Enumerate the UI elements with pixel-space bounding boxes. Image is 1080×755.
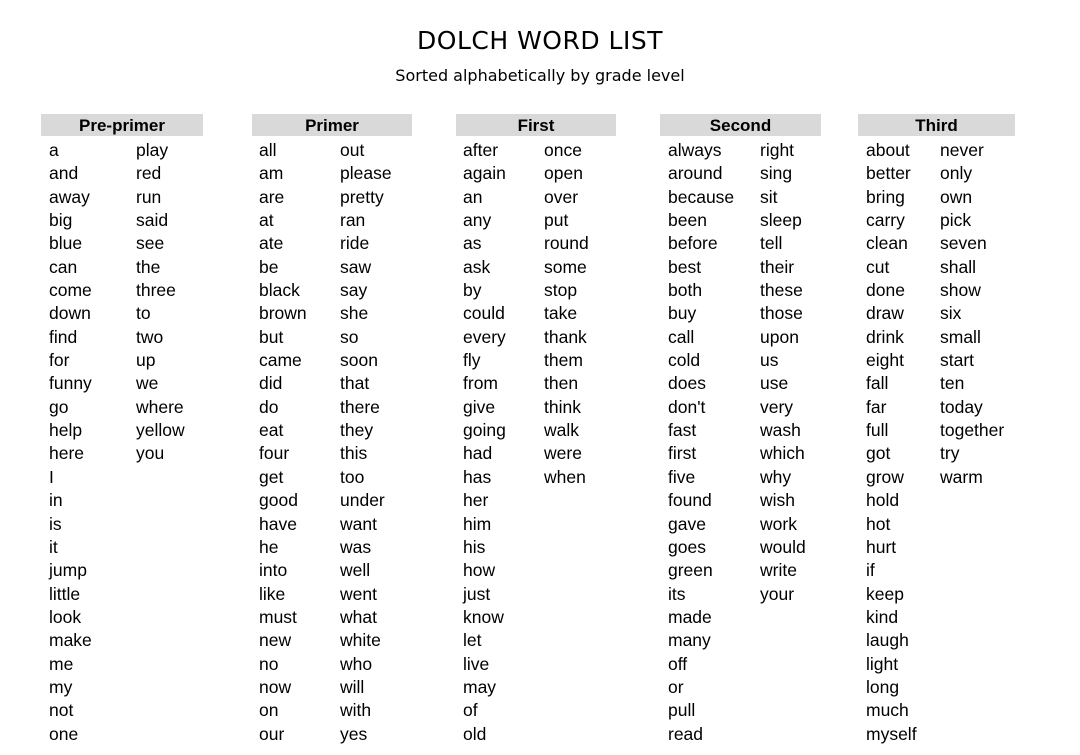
word-item: put <box>544 210 569 231</box>
word-item: six <box>940 303 962 324</box>
word-item: eat <box>259 420 284 441</box>
word-column-2 <box>940 139 1004 489</box>
word-item: goes <box>668 536 706 557</box>
word-item: hot <box>866 513 891 534</box>
word-item: so <box>340 326 359 347</box>
word-item: better <box>866 163 911 184</box>
word-item: in <box>49 490 63 511</box>
word-item: don't <box>668 396 706 417</box>
word-item: ate <box>259 233 284 254</box>
word-item: walk <box>544 420 580 441</box>
word-item: make <box>49 630 92 651</box>
word-item: find <box>49 326 78 347</box>
word-item: under <box>340 490 385 511</box>
group-third <box>858 114 1015 744</box>
word-item: go <box>49 396 69 417</box>
word-item: four <box>259 443 290 464</box>
word-item: going <box>463 420 506 441</box>
word-item: their <box>760 256 795 277</box>
word-item: made <box>668 606 712 627</box>
word-item: run <box>136 186 162 207</box>
word-item: light <box>866 653 899 674</box>
word-item: think <box>544 396 581 417</box>
word-item: were <box>544 443 582 464</box>
word-item: take <box>544 303 578 324</box>
word-item: saw <box>340 256 372 277</box>
word-item: yes <box>340 723 368 744</box>
word-item: me <box>49 653 74 674</box>
word-item: went <box>340 583 377 604</box>
word-item: any <box>463 210 492 231</box>
word-item: today <box>940 396 983 417</box>
word-item: no <box>259 653 279 674</box>
word-item: an <box>463 186 483 207</box>
word-item: black <box>259 280 300 301</box>
word-item: be <box>259 256 279 277</box>
word-item: here <box>49 443 85 464</box>
word-item: cold <box>668 350 701 371</box>
word-item: came <box>259 350 302 371</box>
word-item: of <box>463 700 478 721</box>
word-column-2 <box>340 139 392 746</box>
word-item: well <box>340 560 371 581</box>
word-item: eight <box>866 350 904 371</box>
word-item: tell <box>760 233 783 254</box>
word-item: ten <box>940 373 965 394</box>
word-column-2 <box>136 139 185 466</box>
word-item: brown <box>259 303 307 324</box>
word-item: us <box>760 350 779 371</box>
group-header-primer: Primer <box>252 114 412 136</box>
word-item: bring <box>866 186 905 207</box>
word-item: little <box>49 583 81 604</box>
word-item: start <box>940 350 975 371</box>
word-item: both <box>668 280 703 301</box>
word-item: draw <box>866 303 904 324</box>
word-item: my <box>49 676 73 697</box>
word-item: long <box>866 676 900 697</box>
word-item: ride <box>340 233 370 254</box>
group-primer <box>252 114 412 744</box>
word-item: work <box>760 513 797 534</box>
word-item: done <box>866 280 905 301</box>
word-item: say <box>340 280 368 301</box>
word-item: new <box>259 630 292 651</box>
word-item: use <box>760 373 789 394</box>
word-item: like <box>259 583 286 604</box>
word-item: soon <box>340 350 378 371</box>
word-item: has <box>463 466 492 487</box>
word-item: yellow <box>136 420 185 441</box>
word-item: there <box>340 396 380 417</box>
word-item: could <box>463 303 505 324</box>
word-item: buy <box>668 303 697 324</box>
word-item: got <box>866 443 891 464</box>
word-item: every <box>463 326 506 347</box>
word-item: right <box>760 140 795 160</box>
word-item: when <box>544 466 586 487</box>
word-item: call <box>668 326 695 347</box>
word-item: he <box>259 536 279 557</box>
word-item: myself <box>866 723 917 744</box>
word-item: after <box>463 140 499 160</box>
word-item: fall <box>866 373 889 394</box>
word-item: show <box>940 280 981 301</box>
word-item: said <box>136 210 169 231</box>
group-header-third: Third <box>858 114 1015 136</box>
word-item: full <box>866 420 889 441</box>
group-pre-primer <box>41 114 203 744</box>
word-item: I <box>49 466 54 487</box>
word-item: around <box>668 163 723 184</box>
word-item: laugh <box>866 630 909 651</box>
word-item: play <box>136 140 169 160</box>
word-item: then <box>544 373 579 394</box>
word-item: wash <box>760 420 801 441</box>
word-item: kind <box>866 606 899 627</box>
group-first <box>456 114 616 744</box>
word-column-2 <box>760 139 806 606</box>
word-item: carry <box>866 210 905 231</box>
word-item: by <box>463 280 482 301</box>
word-item: warm <box>940 466 983 487</box>
word-item: try <box>940 443 960 464</box>
word-item: how <box>463 560 496 581</box>
word-item: been <box>668 210 707 231</box>
word-item: its <box>668 583 686 604</box>
word-item: over <box>544 186 579 207</box>
word-item: big <box>49 210 73 231</box>
word-item: grow <box>866 466 904 487</box>
word-item: three <box>136 280 176 301</box>
word-item: sing <box>760 163 793 184</box>
word-item: come <box>49 280 92 301</box>
word-item: a <box>49 140 59 160</box>
word-item: do <box>259 396 279 417</box>
word-item: why <box>760 466 792 487</box>
word-item: his <box>463 536 486 557</box>
word-item: ran <box>340 210 366 231</box>
word-item: have <box>259 513 297 534</box>
document-title: DOLCH WORD LIST <box>417 26 663 55</box>
word-item: give <box>463 396 496 417</box>
word-column-1 <box>259 139 307 746</box>
word-item: never <box>940 140 984 160</box>
word-item: clean <box>866 233 908 254</box>
word-item: you <box>136 443 165 464</box>
word-item: red <box>136 163 162 184</box>
word-item: would <box>760 536 806 557</box>
word-item: her <box>463 490 489 511</box>
document-subtitle: Sorted alphabetically by grade level <box>395 66 685 85</box>
word-item: once <box>544 140 582 160</box>
word-column-1 <box>668 139 734 746</box>
word-item: open <box>544 163 583 184</box>
word-item: seven <box>940 233 987 254</box>
word-item: your <box>760 583 795 604</box>
word-item: again <box>463 163 506 184</box>
word-item: hurt <box>866 536 897 557</box>
word-item: they <box>340 420 374 441</box>
word-item: because <box>668 186 735 207</box>
word-column-2 <box>544 139 589 489</box>
word-item: at <box>259 210 274 231</box>
word-item: for <box>49 350 70 371</box>
word-item: fly <box>463 350 481 371</box>
word-item: hold <box>866 490 900 511</box>
word-item: thank <box>544 326 587 347</box>
word-item: white <box>340 630 381 651</box>
word-item: sit <box>760 186 778 207</box>
word-item: small <box>940 326 981 347</box>
word-item: own <box>940 186 973 207</box>
word-item: let <box>463 630 482 651</box>
word-item: wish <box>760 490 796 511</box>
word-item: into <box>259 560 288 581</box>
word-item: many <box>668 630 711 651</box>
word-item: had <box>463 443 493 464</box>
word-item: where <box>136 396 184 417</box>
word-item: which <box>760 443 805 464</box>
word-item: get <box>259 466 284 487</box>
word-column-1 <box>463 139 506 746</box>
word-item: see <box>136 233 165 254</box>
word-item: funny <box>49 373 92 394</box>
word-item: stop <box>544 280 578 301</box>
word-item: together <box>940 420 1005 441</box>
word-item: am <box>259 163 284 184</box>
word-item: out <box>340 140 365 160</box>
word-item: green <box>668 560 713 581</box>
word-item: this <box>340 443 368 464</box>
word-item: was <box>340 536 372 557</box>
word-item: write <box>760 560 797 581</box>
word-item: is <box>49 513 62 534</box>
word-item: as <box>463 233 482 254</box>
word-item: or <box>668 676 684 697</box>
word-item: with <box>340 700 372 721</box>
word-item: those <box>760 303 803 324</box>
group-header-second: Second <box>660 114 821 136</box>
word-item: she <box>340 303 369 324</box>
word-item: keep <box>866 583 904 604</box>
word-item: him <box>463 513 492 534</box>
group-header-pre-primer: Pre-primer <box>41 114 203 136</box>
word-item: off <box>668 653 688 674</box>
word-item: the <box>136 256 161 277</box>
word-item: who <box>340 653 373 674</box>
word-item: help <box>49 420 83 441</box>
word-item: our <box>259 723 285 744</box>
word-item: read <box>668 723 704 744</box>
word-item: these <box>760 280 803 301</box>
word-item: did <box>259 373 283 394</box>
word-item: on <box>259 700 279 721</box>
group-header-first: First <box>456 114 616 136</box>
word-item: pull <box>668 700 696 721</box>
word-item: if <box>866 560 875 581</box>
word-item: gave <box>668 513 706 534</box>
word-item: best <box>668 256 702 277</box>
word-item: down <box>49 303 91 324</box>
word-item: pick <box>940 210 972 231</box>
word-item: are <box>259 186 285 207</box>
word-item: jump <box>49 560 87 581</box>
word-item: drink <box>866 326 904 347</box>
word-item: some <box>544 256 587 277</box>
word-item: blue <box>49 233 83 254</box>
word-item: what <box>340 606 377 627</box>
word-item: away <box>49 186 90 207</box>
word-item: too <box>340 466 365 487</box>
word-item: before <box>668 233 718 254</box>
word-item: about <box>866 140 910 160</box>
word-item: always <box>668 140 722 160</box>
word-item: know <box>463 606 504 627</box>
word-item: fast <box>668 420 697 441</box>
word-item: first <box>668 443 697 464</box>
word-item: all <box>259 140 277 160</box>
word-column-1 <box>866 139 917 746</box>
word-item: round <box>544 233 589 254</box>
word-item: can <box>49 256 78 277</box>
word-item: old <box>463 723 487 744</box>
word-item: much <box>866 700 909 721</box>
word-item: far <box>866 396 887 417</box>
word-item: it <box>49 536 58 557</box>
word-item: that <box>340 373 370 394</box>
word-item: please <box>340 163 392 184</box>
word-column-1 <box>49 139 92 746</box>
word-item: two <box>136 326 164 347</box>
word-item: from <box>463 373 498 394</box>
word-item: one <box>49 723 79 744</box>
word-item: not <box>49 700 74 721</box>
word-item: and <box>49 163 79 184</box>
word-item: will <box>340 676 365 697</box>
word-item: may <box>463 676 497 697</box>
word-item: live <box>463 653 490 674</box>
word-item: upon <box>760 326 799 347</box>
word-item: pretty <box>340 186 384 207</box>
word-item: shall <box>940 256 976 277</box>
word-item: found <box>668 490 712 511</box>
word-item: five <box>668 466 696 487</box>
word-item: but <box>259 326 284 347</box>
word-item: very <box>760 396 794 417</box>
word-item: just <box>463 583 491 604</box>
word-item: good <box>259 490 298 511</box>
word-item: up <box>136 350 156 371</box>
word-item: them <box>544 350 583 371</box>
word-item: only <box>940 163 973 184</box>
word-item: now <box>259 676 292 697</box>
word-item: want <box>340 513 377 534</box>
word-item: we <box>136 373 159 394</box>
group-second <box>660 114 821 744</box>
word-item: to <box>136 303 151 324</box>
word-item: ask <box>463 256 491 277</box>
word-item: does <box>668 373 706 394</box>
word-item: cut <box>866 256 890 277</box>
word-item: look <box>49 606 82 627</box>
word-item: sleep <box>760 210 802 231</box>
word-item: must <box>259 606 297 627</box>
